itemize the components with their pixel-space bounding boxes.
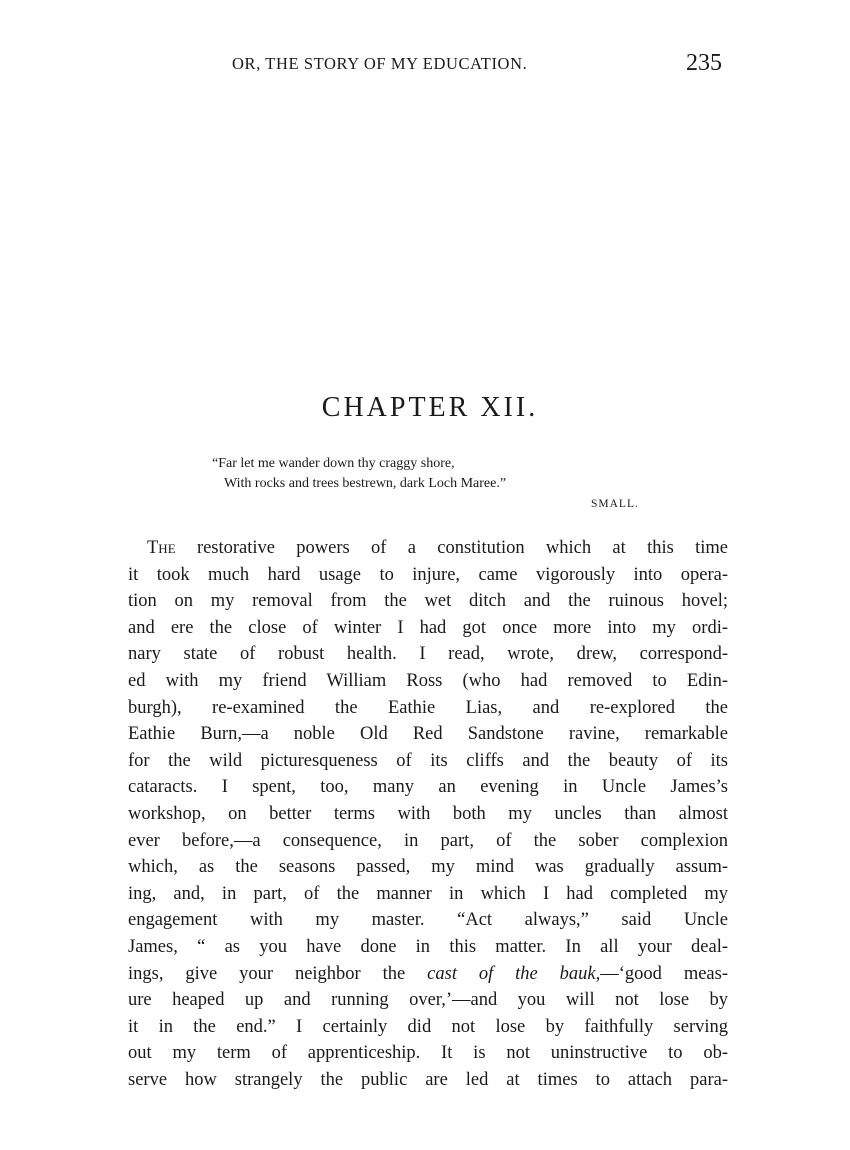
body-line-20: out my term of apprenticeship. It is not uninstructive to ob- <box>128 1043 728 1064</box>
epigraph-line-2: With rocks and trees bestrewn, dark Loch Maree.” <box>224 476 507 491</box>
running-head <box>232 50 722 80</box>
body-line-19: it in the end.” I certainly did not lose by faithfully serving <box>128 1016 728 1037</box>
body-line-9: for the wild picturesqueness of its cliffs and the beauty of its <box>128 750 728 771</box>
body-line-1 <box>128 535 728 562</box>
body-line-15: engagement with my master. “Act always,” said Uncle <box>128 910 728 931</box>
epigraph <box>212 454 506 494</box>
body-line-8: Eathie Burn,—a noble Old Red Sandstone ravine, remarkable <box>128 724 728 745</box>
body-line-13: which, as the seasons passed, my mind was gradually assum- <box>128 857 728 878</box>
chapter-heading: CHAPTER XII. <box>321 392 539 423</box>
page-number: 235 <box>686 50 722 76</box>
first-word: The <box>147 538 176 558</box>
italic-phrase: cast of the bauk, <box>427 963 601 984</box>
body-line-14: ing, and, in part, of the manner in which I had completed my <box>128 883 728 904</box>
epigraph-line-1: “Far let me wander down thy craggy shore, <box>212 456 455 471</box>
body-line-17 <box>128 961 728 988</box>
body-text <box>128 535 728 1093</box>
body-line-12: ever before,—a consequence, in part, of the sober complexion <box>128 830 728 851</box>
body-line-11: workshop, on better terms with both my uncles than almost <box>128 803 728 824</box>
body-line-7: burgh), re-examined the Eathie Lias, and re-explored the <box>128 697 728 718</box>
running-title: OR, THE STORY OF MY EDUCATION. <box>232 54 528 73</box>
body-line-16: James, “ as you have done in this matter. In all your deal- <box>128 936 728 957</box>
body-line-18: ure heaped up and running over,’—and you will not lose by <box>128 990 728 1011</box>
body-line-3: tion on my removal from the wet ditch and the ruinous hovel; <box>128 591 728 612</box>
body-line-10: cataracts. I spent, too, many an evening in Uncle James’s <box>128 777 728 798</box>
body-line-1-text: restorative powers of a constitution which at this time <box>175 538 728 558</box>
body-line-17-end: —‘good meas- <box>600 963 729 984</box>
body-line-2: it took much hard usage to injure, came vigorously into opera- <box>128 564 728 585</box>
body-line-4: and ere the close of winter I had got once more into my ordi- <box>128 617 728 638</box>
body-line-17-start: ings, give your neighbor the <box>128 963 406 984</box>
body-line-6: ed with my friend William Ross (who had removed to Edin- <box>128 670 728 691</box>
epigraph-attribution: SMALL. <box>591 498 639 510</box>
body-line-5: nary state of robust health. I read, wrote, drew, correspond- <box>128 644 728 665</box>
body-line-21: serve how strangely the public are led at times to attach para- <box>128 1069 728 1090</box>
